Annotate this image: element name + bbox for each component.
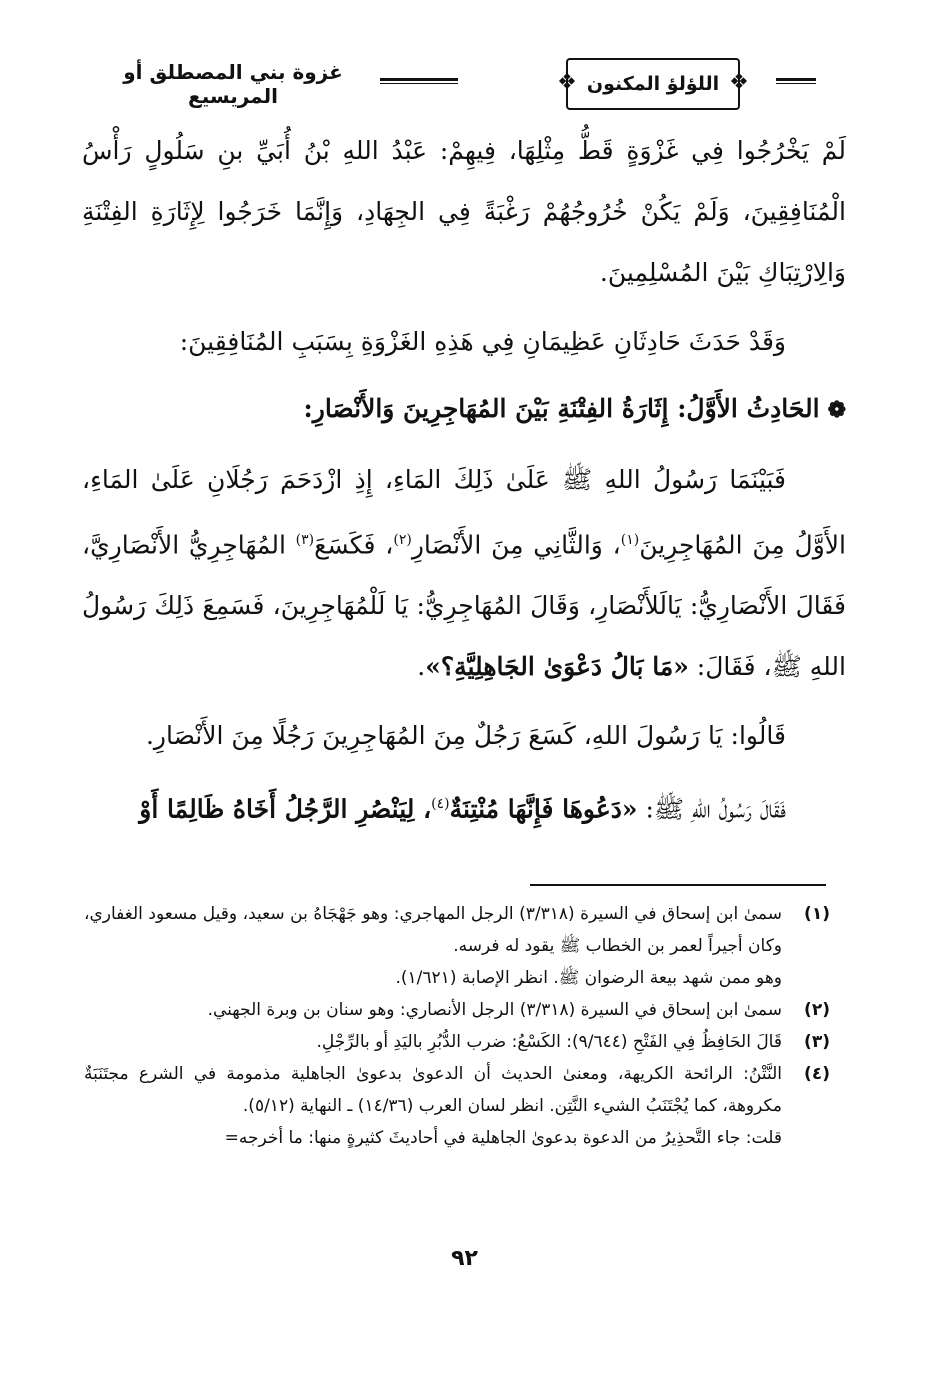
footnote-4 xyxy=(84,1058,830,1122)
hadith-quote-2: «دَعُوهَا فَإِنَّهَا مُنْتِنَةٌ xyxy=(449,794,638,824)
p3-text-a: فَبَيْنَمَا رَسُولُ اللهِ ﷺ عَلَىٰ ذَلِكَ المَاءِ، إِذِ ازْدَحَمَ رَجُلَانِ عَلَىٰ المَاءِ، الأَوَّلُ مِنَ المُهَاجِرِينَ xyxy=(82,465,846,560)
chapter-title: غزوة بني المصطلق أو المريسيع xyxy=(123,60,343,108)
p5-text-a: فَقَالَ رَسُولُ اللهِ ﷺ: xyxy=(637,794,786,824)
book-title: اللؤلؤ المكنون xyxy=(586,73,720,95)
hadith-quote-1: «مَا بَالُ دَعْوَىٰ الجَاهِلِيَّةِ؟» xyxy=(425,652,689,682)
footnote-4-continuation xyxy=(84,1122,830,1154)
footnote-number: (٢) xyxy=(804,1000,830,1020)
header-rule-right xyxy=(776,78,816,84)
ornament-left-icon: ❖ xyxy=(557,70,577,95)
running-header xyxy=(88,52,848,114)
paragraph-1: لَمْ يَخْرُجُوا فِي غَزْوَةٍ قَطُّ مِثْلِهَا، فِيهِمْ: عَبْدُ اللهِ بْنُ أُبَيِّ بنِ سَلُولٍ رَأْسُ الْمُنَافِقِينَ، وَلَمْ يَكُنْ خُرُوجُهُمْ رَغْبَةً فِي الجِهَادِ، وَإِنَّمَا خَرَجُوا لِإِثَارَةِ الفِتْنَةِ وَالِارْتِبَاكِ بَيْنَ المُسْلِمِينَ. xyxy=(82,136,846,287)
ornament-right-icon: ❖ xyxy=(729,70,749,95)
footnote-ref-2[interactable]: (٢) xyxy=(393,532,412,548)
paragraph-4: قَالُوا: يَا رَسُولَ اللهِ، كَسَعَ رَجُلٌ مِنَ المُهَاجِرِينَ رَجُلًا مِنَ الأَنْصَارِ. xyxy=(145,721,786,751)
p3-text-b: ، وَالثَّانِي مِنَ الأَنْصَارِ xyxy=(411,530,621,560)
footnote-separator xyxy=(530,884,826,886)
paragraph-3 xyxy=(82,449,846,697)
footnote-text: قلت: جاء التَّحذِيرُ من الدعوة بدعوىٰ الجاهلية في أحاديثَ كثيرةٍ منها: ما أخرجه= xyxy=(224,1128,782,1148)
heading-label: الحَادِثُ الأَوَّلُ: xyxy=(677,394,820,423)
paragraph-2: وَقَدْ حَدَثَ حَادِثَانِ عَظِيمَانِ فِي هَذِهِ الغَزْوَةِ بِسَبَبِ المُنَافِقِينَ: xyxy=(179,327,786,356)
body-text xyxy=(82,120,846,840)
footnote-number: (١) xyxy=(804,904,830,924)
footnote-text: سمىٰ ابن إسحاق في السيرة (٣/٣١٨) الرجل المهاجري: وهو جَهْجَاهُ بن سعيد، وقيل مسعود الغفاري، وكان أجيراً لعمر بن الخطاب ﷺ يقود له فرسه. xyxy=(84,904,782,956)
flower-bullet-icon: ❁ xyxy=(827,397,846,423)
footnote-text: قَالَ الحَافِظُ فِي الفَتْحِ (٩/٦٤٤): الكَسْعُ: ضرب الدُّبُرِ باليَدِ أو بالرِّجْلِ. xyxy=(316,1032,782,1052)
header-rule-left xyxy=(380,78,458,84)
section-heading xyxy=(82,378,846,441)
hadith-quote-2-cont: ، لِيَنْصُرِ الرَّجُلُ أَخَاهُ ظَالِمًا أَوْ xyxy=(139,794,432,824)
footnotes xyxy=(84,898,830,1154)
book-title-frame xyxy=(557,58,749,110)
footnote-ref-4[interactable]: (٤) xyxy=(431,796,450,813)
heading-text: إِثَارَةُ الفِتْنَةِ بَيْنَ المُهَاجِرِينَ وَالأَنْصَارِ: xyxy=(303,394,669,423)
p3-text-d: المُهَاجِرِيُّ الأَنْصَارِيَّ، فَقَالَ الأَنْصَارِيُّ: يَالَلأَنْصَارِ، وَقَالَ المُهَاجِرِيُّ: يَا لَلْمُهَاجِرِينَ، فَسَمِعَ ذَلِكَ رَسُولُ اللهِ ﷺ، فَقَالَ: xyxy=(82,530,846,682)
footnote-ref-3[interactable]: (٣) xyxy=(295,532,315,548)
footnote-1-continuation xyxy=(84,962,830,994)
footnote-text: النَّتْنُ: الرائحة الكريهة، ومعنىٰ الحديث أن الدعوىٰ بدعوىٰ الجاهلية مذمومة في الشرع مجتَنَبَةٌ مكروهة، كما يُجْتَنَبُ الشيء النَّتِن. انظر لسان العرب (١٤/٣٦) ـ النهاية (٥/١٢). xyxy=(84,1064,782,1116)
footnote-1 xyxy=(84,898,830,962)
footnote-text: سمىٰ ابن إسحاق في السيرة (٣/٣١٨) الرجل الأنصاري: وهو سنان بن وبرة الجهني. xyxy=(207,1000,782,1020)
footnote-2 xyxy=(84,994,830,1026)
p3-end: . xyxy=(417,652,426,682)
p3-text-c: ، فَكَسَعَ xyxy=(314,530,394,560)
page-number: ٩٢ xyxy=(451,1246,478,1271)
footnote-number: (٣) xyxy=(804,1032,830,1052)
paragraph-5 xyxy=(82,774,846,839)
footnote-ref-1[interactable]: (١) xyxy=(620,532,640,548)
footnote-3 xyxy=(84,1026,830,1058)
footnote-number: (٤) xyxy=(804,1064,830,1084)
footnote-text: وهو ممن شهد بيعة الرضوان ﷺ. انظر الإصابة (١/٦٢١). xyxy=(395,968,782,988)
